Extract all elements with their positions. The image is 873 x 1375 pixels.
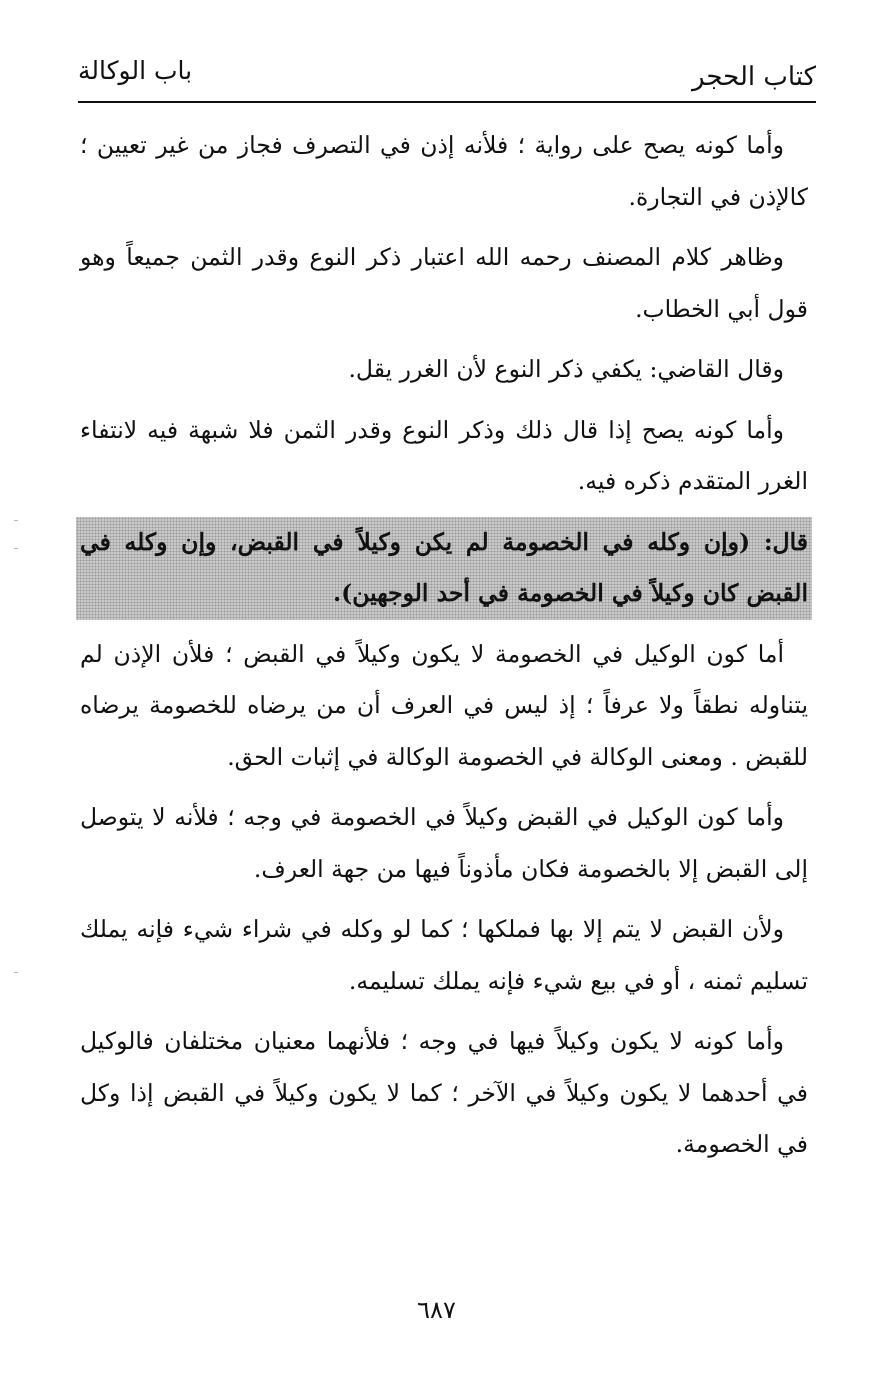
paragraph-7: وأما كون الوكيل في القبض وكيلاً في الخصومة في وجه ؛ فلأنه لا يتوصل إلى القبض إلا بالخصومة فكان مأذوناً فيها من جهة العرف.: [80, 803, 808, 883]
book-title: كتاب الحجر: [692, 62, 816, 92]
margin-speck: [14, 548, 18, 549]
body-text: [80, 120, 808, 1180]
paragraph-3: وقال القاضي: يكفي ذكر النوع لأن الغرر يقل.: [348, 355, 784, 383]
running-header: [78, 52, 816, 100]
chapter-title: باب الوكالة: [78, 56, 193, 85]
paragraph-9: وأما كونه لا يكون وكيلاً فيها في وجه ؛ فلأنهما معنيان مختلفان فالوكيل في أحدهما لا يكون وكيلاً في الآخر ؛ كما لا يكون وكيلاً في القبض إذا وكل في الخصومة.: [80, 1027, 808, 1158]
paragraph-2: وظاهر كلام المصنف رحمه الله اعتبار ذكر النوع وقدر الثمن جميعاً وهو قول أبي الخطاب.: [80, 243, 808, 323]
margin-speck: [14, 520, 18, 521]
header-rule: [78, 101, 816, 103]
paragraph-1: وأما كونه يصح على رواية ؛ فلأنه إذن في التصرف فجاز من غير تعيين ؛ كالإذن في التجارة.: [80, 131, 808, 211]
paragraph-8: ولأن القبض لا يتم إلا بها فملكها ؛ كما لو وكله في شراء شيء فإنه يملك تسليم ثمنه ، أو في بيع شيء فإنه يملك تسليمه.: [80, 915, 808, 995]
highlighted-matn-quote: قال: (وإن وكله في الخصومة لم يكن وكيلاً في القبض، وإن وكله في القبض كان وكيلاً في الخصومة في أحد الوجهين).: [76, 517, 812, 620]
margin-speck: [14, 972, 18, 973]
paragraph-6: أما كون الوكيل في الخصومة لا يكون وكيلاً في القبض ؛ فلأن الإذن لم يتناوله نطقاً ولا عرفاً ؛ إذ ليس في العرف أن من يرضاه للخصومة يرضاه للقبض . ومعنى الوكالة في الخصومة الوكالة في إثبات الحق.: [80, 639, 808, 771]
paragraph-4: وأما كونه يصح إذا قال ذلك وذكر النوع وقدر الثمن فلا شبهة فيه لانتفاء الغرر المتقدم ذكره فيه.: [80, 415, 808, 495]
page-number: ٦٨٧: [417, 1296, 456, 1324]
